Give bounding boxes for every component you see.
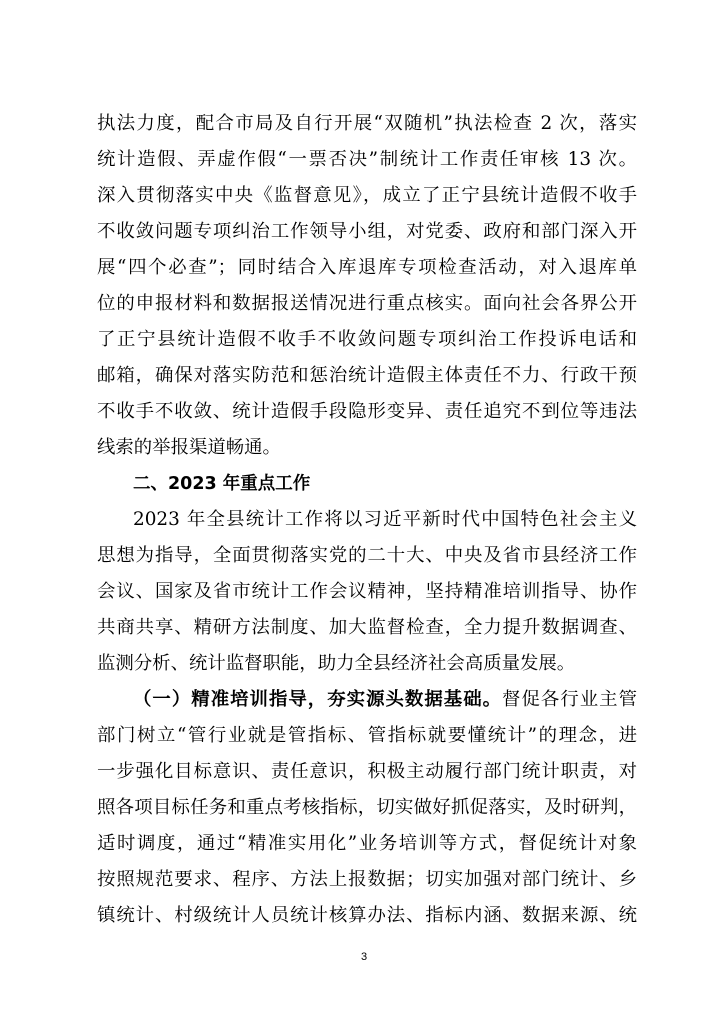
- text-line: 不收敛问题专项纠治工作领导小组，对党委、政府和部门深入开: [97, 221, 637, 242]
- text-line: 按照规范要求、程序、方法上报数据；切实加强对部门统计、乡: [97, 869, 637, 890]
- section-heading: 二、2023 年重点工作: [133, 474, 311, 494]
- text-line: 邮箱，确保对落实防范和惩治统计造假主体责任不力、行政干预: [97, 365, 637, 386]
- text-line: 位的申报材料和数据报送情况进行重点核实。面向社会各界公开: [97, 293, 637, 314]
- text-line: 一步强化目标意识、责任意识，积极主动履行部门统计职责，对: [97, 761, 637, 782]
- text-line: 镇统计、村级统计人员统计核算办法、指标内涵、数据来源、统: [97, 905, 637, 926]
- paragraph-lead: （一）精准培训指导，夯实源头数据基础。: [133, 689, 503, 710]
- text-line: 线索的举报渠道畅通。: [97, 437, 281, 458]
- text-line: 适时调度，通过“精准实用化”业务培训等方式，督促统计对象: [97, 833, 637, 854]
- text-line: 执法力度，配合市局及自行开展“双随机”执法检查 2 次，落实: [97, 113, 637, 134]
- text-line: 部门树立“管行业就是管指标、管指标就要懂统计”的理念，进: [97, 725, 637, 746]
- text-line: 照各项目标任务和重点考核指标，切实做好抓促落实，及时研判，: [97, 797, 637, 818]
- paragraph-lead-rest: 督促各行业主管: [502, 689, 637, 710]
- text-line: 思想为指导，全面贯彻落实党的二十大、中央及省市县经济工作: [97, 545, 637, 566]
- text-line: 会议、国家及省市统计工作会议精神，坚持精准培训指导、协作: [97, 581, 637, 602]
- text-line: 深入贯彻落实中央《监督意见》，成立了正宁县统计造假不收手: [97, 185, 637, 206]
- text-line: 统计造假、弄虚作假“一票否决”制统计工作责任审核 13 次。: [97, 149, 637, 170]
- page-number: 3: [360, 951, 368, 963]
- text-line: 共商共享、精研方法制度、加大监督检查，全力提升数据调查、: [97, 617, 637, 638]
- text-line: 展“四个必查”；同时结合入库退库专项检查活动，对入退库单: [97, 257, 637, 278]
- text-line: 了正宁县统计造假不收手不收敛问题专项纠治工作投诉电话和: [97, 329, 637, 350]
- text-line: 不收手不收敛、统计造假手段隐形变异、责任追究不到位等违法: [97, 401, 637, 422]
- text-line: 2023 年全县统计工作将以习近平新时代中国特色社会主义: [133, 509, 637, 530]
- text-line: 监测分析、统计监督职能，助力全县经济社会高质量发展。: [97, 653, 576, 674]
- text-line: [133, 680, 637, 720]
